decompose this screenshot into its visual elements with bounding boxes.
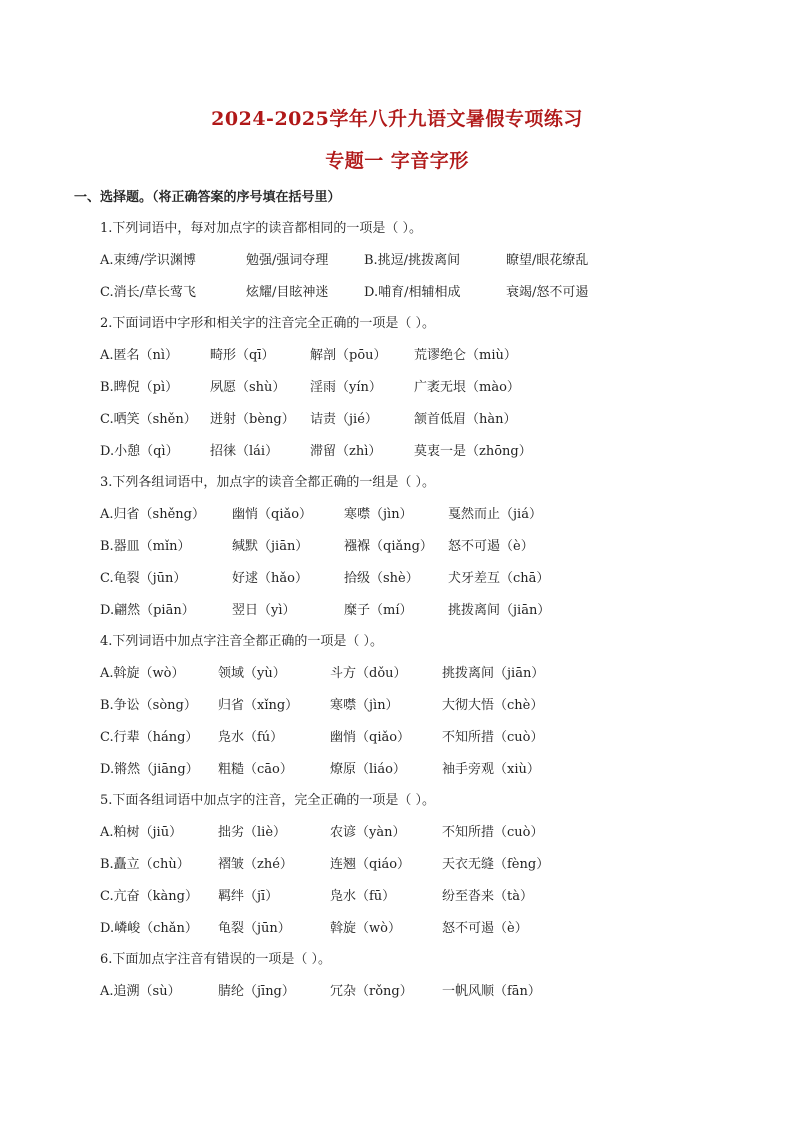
answer-option-row — [100, 886, 740, 918]
answer-option-row — [100, 441, 740, 473]
option-text: 领域（yù） — [218, 666, 286, 682]
option-text: A.束缚/学识渊博 — [100, 252, 196, 268]
option-text: 纷至沓来（tà） — [442, 888, 533, 904]
option-text: B.睥倪（pì） — [100, 379, 179, 395]
answer-option-row — [100, 282, 740, 314]
option-text: 寒噤（jìn） — [344, 507, 413, 523]
answer-option-row — [100, 854, 740, 886]
option-text: 怒不可遏（è） — [448, 538, 534, 554]
option-text: C.消长/草长莺飞 — [100, 284, 196, 300]
option-text: C.行辈（háng） — [100, 729, 199, 745]
question-stem — [100, 631, 740, 663]
option-text: 幽悄（qiǎo） — [232, 507, 313, 523]
question-list — [100, 218, 740, 1013]
option-text: 翌日（yì） — [232, 602, 296, 618]
option-text: 迸射（bèng） — [210, 411, 295, 427]
option-text: 瞭望/眼花缭乱 — [506, 252, 589, 268]
question-text: 4.下列词语中加点字注音全都正确的一项是（ ）。 — [100, 634, 384, 650]
option-text: 龟裂（jūn） — [218, 920, 291, 936]
option-text: 不知所措（cuò） — [442, 729, 544, 745]
option-text: 缄默（jiān） — [232, 538, 309, 554]
option-text: B.器皿（mǐn） — [100, 538, 191, 554]
option-text: 挑拨离间（jiān） — [442, 666, 545, 682]
option-text: 颔首低眉（hàn） — [414, 411, 517, 427]
option-text: B.矗立（chù） — [100, 856, 190, 872]
answer-option-row — [100, 250, 740, 282]
answer-option-row — [100, 504, 740, 536]
option-text: 淫雨（yín） — [310, 379, 382, 395]
option-text: 莫衷一是（zhōng） — [414, 443, 532, 459]
question-text: 1.下列词语中，每对加点字的读音都相同的一项是（ ）。 — [100, 221, 423, 236]
answer-option-row — [100, 759, 740, 791]
option-text: D.嶙峻（chǎn） — [100, 920, 198, 936]
option-text: 农谚（yàn） — [330, 825, 406, 841]
option-text: B.挑逗/挑拨离间 — [364, 252, 461, 268]
option-text: A.斡旋（wò） — [100, 666, 185, 682]
question-stem — [100, 472, 740, 504]
option-text: D.锵然（jiāng） — [100, 761, 199, 777]
option-text: 袖手旁观（xiù） — [442, 761, 540, 777]
option-text: 冗杂（rǒng） — [330, 984, 413, 1000]
option-text: 幽悄（qiǎo） — [330, 729, 411, 745]
option-text: 勉强/强词夺理 — [246, 252, 329, 268]
option-text: 斡旋（wò） — [330, 920, 401, 936]
option-text: A.追溯（sù） — [100, 984, 181, 1000]
option-text: 粗糙（cāo） — [218, 761, 293, 777]
option-text: B.争讼（sòng） — [100, 697, 197, 713]
option-text: 荒谬绝仑（miù） — [414, 348, 517, 364]
answer-option-row — [100, 918, 740, 950]
question-stem — [100, 790, 740, 822]
document-title: 2024-2025学年八升九语文暑假专项练习 — [211, 108, 583, 130]
option-text: 夙愿（shù） — [210, 379, 286, 395]
document-subtitle: 专题一 字音字形 — [325, 150, 469, 172]
option-text: A.粕树（jiū） — [100, 825, 183, 841]
answer-option-row — [100, 600, 740, 632]
option-text: 大彻大悟（chè） — [442, 697, 544, 713]
option-text: 归省（xǐng） — [218, 697, 299, 713]
option-text: 羁绊（jī） — [218, 888, 279, 904]
option-text: 凫水（fū） — [330, 888, 396, 904]
option-text: 诘责（jié） — [310, 411, 378, 427]
option-text: 褶皱（zhé） — [218, 856, 293, 872]
option-text: 怒不可遏（è） — [442, 920, 528, 936]
option-text: 腈纶（jīng） — [218, 984, 295, 1000]
question-stem — [100, 218, 740, 250]
option-text: D.翩然（piān） — [100, 602, 195, 618]
option-text: 衰竭/怒不可遏 — [506, 284, 589, 300]
question-text: 6.下面加点字注音有错误的一项是（ ）。 — [100, 952, 332, 968]
option-text: C.龟裂（jūn） — [100, 570, 187, 586]
option-text: 凫水（fú） — [218, 729, 284, 745]
answer-option-row — [100, 695, 740, 727]
option-text: A.匿名（nì） — [100, 348, 179, 364]
option-text: C.亢奋（kàng） — [100, 888, 198, 904]
option-text: 犬牙差互（chā） — [448, 570, 550, 586]
question-stem — [100, 949, 740, 981]
option-text: 广袤无垠（mào） — [414, 379, 520, 395]
answer-option-row — [100, 568, 740, 600]
option-text: D.小憩（qì） — [100, 443, 179, 459]
option-text: D.哺育/相辅相成 — [364, 284, 461, 300]
answer-option-row — [100, 345, 740, 377]
answer-option-row — [100, 377, 740, 409]
question-text: 5.下面各组词语中加点字的注音，完全正确的一项是（ ）。 — [100, 793, 436, 809]
option-text: 解剖（pōu） — [310, 348, 387, 364]
answer-option-row — [100, 727, 740, 759]
answer-option-row — [100, 536, 740, 568]
option-text: 一帆风顺（fān） — [442, 984, 541, 1000]
option-text: 挑拨离间（jiān） — [448, 602, 551, 618]
answer-option-row — [100, 981, 740, 1013]
option-text: 拾级（shè） — [344, 570, 419, 586]
option-text: 寒噤（jìn） — [330, 697, 399, 713]
option-text: 畸形（qī） — [210, 348, 275, 364]
answer-option-row — [100, 663, 740, 695]
question-stem — [100, 313, 740, 345]
option-text: A.归省（shěng） — [100, 507, 205, 523]
option-text: 襁褓（qiǎng） — [344, 538, 433, 554]
option-text: C.哂笑（shěn） — [100, 411, 197, 427]
question-text: 3.下列各组词语中，加点字的读音全都正确的一组是（ ）。 — [100, 475, 436, 491]
answer-option-row — [100, 409, 740, 441]
option-text: 招徕（lái） — [210, 443, 279, 459]
option-text: 不知所措（cuò） — [442, 825, 544, 841]
option-text: 斗方（dǒu） — [330, 666, 407, 682]
option-text: 戛然而止（jiá） — [448, 507, 542, 523]
option-text: 天衣无缝（fèng） — [442, 856, 550, 872]
section-heading: 一、选择题。（将正确答案的序号填在括号里） — [74, 190, 341, 205]
option-text: 糜子（mí） — [344, 602, 413, 618]
question-text: 2.下面词语中字形和相关字的注音完全正确的一项是（ ）。 — [100, 316, 436, 332]
option-text: 燎原（liáo） — [330, 761, 406, 777]
option-text: 炫耀/目眩神迷 — [246, 284, 329, 300]
option-text: 好逑（hǎo） — [232, 570, 308, 586]
option-text: 连翘（qiáo） — [330, 856, 411, 872]
option-text: 拙劣（liè） — [218, 825, 287, 841]
answer-option-row — [100, 822, 740, 854]
option-text: 滞留（zhì） — [310, 443, 382, 459]
